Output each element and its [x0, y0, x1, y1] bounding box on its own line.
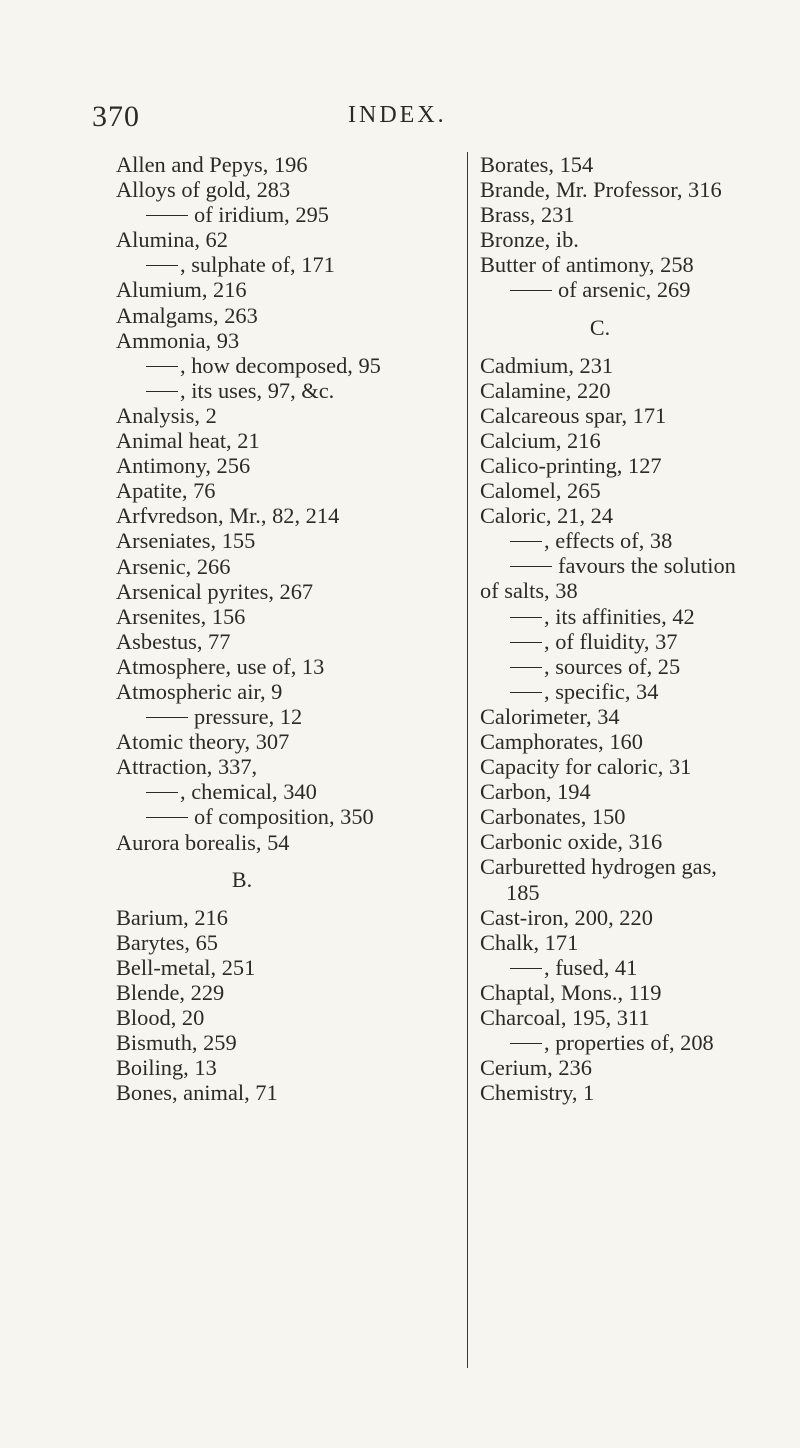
- index-entry-text: Arfvredson, Mr., 82, 214: [116, 503, 340, 529]
- index-entry: [116, 804, 408, 829]
- index-entry: [116, 930, 408, 955]
- index-entry: [116, 202, 408, 227]
- index-entry: [116, 303, 408, 328]
- index-entry: [116, 704, 408, 729]
- index-entry: [480, 955, 790, 980]
- index-entry-text: of iridium, 295: [194, 202, 329, 228]
- index-entry-text: Ammonia, 93: [116, 327, 240, 353]
- index-entry-text: , sulphate of, 171: [180, 252, 335, 278]
- index-entry: [480, 478, 790, 503]
- index-entry: [480, 553, 790, 578]
- index-entry-text: Arsenic, 266: [116, 553, 231, 579]
- index-column-left: [116, 152, 408, 1105]
- index-entry-text: Allen and Pepys, 196: [116, 152, 308, 177]
- index-entry: [480, 604, 790, 629]
- index-entry-text: Arsenical pyrites, 267: [116, 578, 314, 604]
- index-entry: [480, 905, 790, 930]
- index-entry: [116, 428, 408, 453]
- index-entry-text: , specific, 34: [544, 678, 659, 704]
- index-entry-text: , fused, 41: [544, 954, 638, 980]
- index-entry: [480, 629, 790, 654]
- index-entry-text: Bell-metal, 251: [116, 954, 256, 980]
- index-group: [480, 353, 790, 1106]
- index-entry: [480, 227, 790, 252]
- index-entry-text: Atmosphere, use of, 13: [116, 653, 325, 679]
- index-entry-text: , properties of, 208: [544, 1030, 714, 1056]
- index-entry-text: Analysis, 2: [116, 402, 217, 428]
- index-entry: [480, 578, 790, 603]
- index-entry: [116, 1055, 408, 1080]
- index-entry: [116, 729, 408, 754]
- index-entry-text: Borates, 154: [480, 152, 594, 177]
- index-entry: [480, 1030, 790, 1055]
- index-entry-text: Brande, Mr. Professor, 316: [480, 177, 722, 203]
- index-entry-text: of composition, 350: [194, 804, 374, 830]
- index-entry: [480, 428, 790, 453]
- index-entry-text: Bismuth, 259: [116, 1030, 237, 1056]
- index-entry-text: Alumina, 62: [116, 227, 228, 253]
- index-entry: [480, 1080, 790, 1105]
- index-entry: [116, 227, 408, 252]
- index-entry-text: Barytes, 65: [116, 929, 218, 955]
- index-entry-text: Blende, 229: [116, 979, 225, 1005]
- index-entry-text: , chemical, 340: [180, 779, 317, 805]
- index-entry-text: of salts, 38: [480, 578, 578, 604]
- index-entry-text: Cadmium, 231: [480, 352, 614, 378]
- index-entry-text: Carbonates, 150: [480, 804, 626, 830]
- index-entry: [480, 679, 790, 704]
- index-entry: [116, 1005, 408, 1030]
- index-entry-text: pressure, 12: [194, 704, 303, 730]
- index-entry: [116, 905, 408, 930]
- index-entry: [116, 1030, 408, 1055]
- index-entry-text: Animal heat, 21: [116, 428, 260, 454]
- index-entry: [116, 453, 408, 478]
- section-letter-b: B.: [231, 866, 253, 892]
- index-entry: [480, 1005, 790, 1030]
- index-entry-text: Carbon, 194: [480, 779, 591, 805]
- index-entry: [480, 528, 790, 553]
- index-entry: [116, 579, 408, 604]
- index-entry: [116, 152, 408, 177]
- index-entry-text: Camphorates, 160: [480, 728, 643, 754]
- index-entry: [116, 353, 408, 378]
- index-entry: [480, 930, 790, 955]
- index-entry-text: Attraction, 337,: [116, 754, 258, 780]
- index-entry: [116, 554, 408, 579]
- index-entry: [116, 177, 408, 202]
- running-title: INDEX.: [348, 102, 447, 128]
- index-entry-text: Butter of antimony, 258: [480, 252, 694, 278]
- index-entry: [480, 277, 790, 302]
- index-entry-text: Antimony, 256: [116, 453, 251, 479]
- index-entry: [116, 679, 408, 704]
- index-entry-text: , its affinities, 42: [544, 603, 695, 629]
- index-entry: [116, 604, 408, 629]
- index-entry-text: Chemistry, 1: [480, 1080, 595, 1106]
- column-divider: [467, 152, 468, 1368]
- index-entry-text: Calcareous spar, 171: [480, 402, 667, 428]
- index-entry: [116, 403, 408, 428]
- index-entry-text: Arsenites, 156: [116, 603, 246, 629]
- index-entry-text: Capacity for caloric, 31: [480, 754, 692, 780]
- index-column-right: [480, 152, 790, 1105]
- index-entry-text: , its uses, 97, &c.: [180, 377, 335, 403]
- index-entry-text: Atmospheric air, 9: [116, 678, 283, 704]
- index-entry-text: Bones, animal, 71: [116, 1080, 278, 1106]
- index-entry-text: Bronze, ib.: [480, 227, 579, 253]
- index-entry: [116, 830, 408, 855]
- index-entry-text: , how decomposed, 95: [180, 352, 381, 378]
- index-entry: [480, 880, 790, 905]
- index-entry-text: Brass, 231: [480, 202, 575, 228]
- index-entry: [116, 955, 408, 980]
- index-entry-text: , sources of, 25: [544, 653, 681, 679]
- index-entry-text: Boiling, 13: [116, 1055, 217, 1081]
- index-entry-text: Calomel, 265: [480, 478, 601, 504]
- index-entry-text: Calico-printing, 127: [480, 452, 662, 478]
- index-entry: [116, 980, 408, 1005]
- index-entry-text: Apatite, 76: [116, 478, 216, 504]
- index-entry: [480, 252, 790, 277]
- index-entry: [480, 202, 790, 227]
- index-entry: [480, 779, 790, 804]
- index-entry: [480, 754, 790, 779]
- index-entry-text: 185: [506, 879, 540, 905]
- index-entry-text: Blood, 20: [116, 1005, 205, 1030]
- index-entry: [116, 328, 408, 353]
- index-entry: [480, 804, 790, 829]
- index-entry: [116, 478, 408, 503]
- page-number: 370: [92, 100, 140, 133]
- index-entry-text: Calcium, 216: [480, 427, 601, 453]
- index-entry: [116, 528, 408, 553]
- index-entry: [116, 378, 408, 403]
- index-entry: [116, 629, 408, 654]
- index-entry: [116, 1080, 408, 1105]
- index-entry: [480, 829, 790, 854]
- index-group: [480, 152, 790, 303]
- index-entry-text: Cast-iron, 200, 220: [480, 904, 653, 930]
- index-entry-text: Chaptal, Mons., 119: [480, 979, 662, 1005]
- index-entry-text: Cerium, 236: [480, 1055, 592, 1081]
- index-entry: [480, 453, 790, 478]
- index-entry: [116, 277, 408, 302]
- index-entry-text: Atomic theory, 307: [116, 729, 290, 755]
- index-entry: [116, 252, 408, 277]
- section-letter-c: C.: [589, 314, 611, 340]
- index-entry-text: , of fluidity, 37: [544, 628, 678, 654]
- index-entry: [480, 353, 790, 378]
- index-entry: [480, 729, 790, 754]
- index-entry-text: Chalk, 171: [480, 929, 579, 955]
- index-entry-text: Barium, 216: [116, 904, 228, 930]
- index-entry: [116, 503, 408, 528]
- index-entry-text: Alloys of gold, 283: [116, 177, 291, 203]
- index-entry: [480, 1055, 790, 1080]
- index-entry: [480, 503, 790, 528]
- index-entry-text: Charcoal, 195, 311: [480, 1005, 650, 1030]
- index-entry: [116, 654, 408, 679]
- index-entry-text: of arsenic, 269: [558, 277, 691, 303]
- index-entry-text: Amalgams, 263: [116, 302, 258, 328]
- index-entry: [116, 779, 408, 804]
- index-entry: [480, 152, 790, 177]
- index-entry-text: Calorimeter, 34: [480, 703, 620, 729]
- page-header: [0, 100, 800, 140]
- index-entry-text: favours the solution: [558, 553, 736, 579]
- index-group: [116, 152, 408, 855]
- index-entry-text: Alumium, 216: [116, 277, 247, 303]
- index-entry-text: Caloric, 21, 24: [480, 503, 614, 529]
- index-entry: [116, 754, 408, 779]
- index-group: [116, 905, 408, 1106]
- index-entry-text: Calamine, 220: [480, 377, 611, 403]
- index-entry-text: Aurora borealis, 54: [116, 829, 290, 855]
- index-entry: [480, 854, 790, 879]
- index-entry-text: Asbestus, 77: [116, 628, 231, 654]
- index-entry: [480, 654, 790, 679]
- index-entry: [480, 378, 790, 403]
- index-entry: [480, 403, 790, 428]
- index-entry-text: Carbonic oxide, 316: [480, 829, 663, 855]
- index-entry: [480, 177, 790, 202]
- index-entry: [480, 980, 790, 1005]
- index-entry-text: Carburetted hydrogen gas,: [480, 854, 717, 880]
- index-entry-text: Arseniates, 155: [116, 528, 256, 554]
- index-entry-text: , effects of, 38: [544, 528, 673, 554]
- index-entry: [480, 704, 790, 729]
